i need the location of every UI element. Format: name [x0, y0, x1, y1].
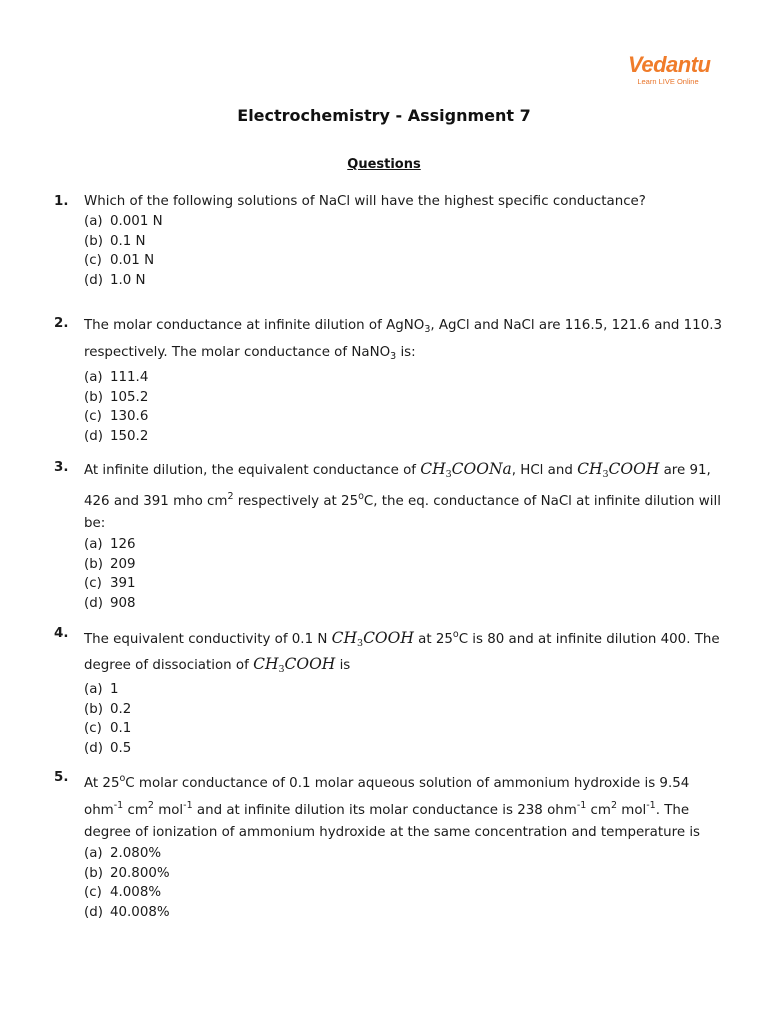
question-body [84, 768, 724, 918]
question-body [84, 192, 724, 290]
question-body [84, 624, 724, 758]
option-a: (a) 2.080% [84, 846, 162, 861]
formula-ch3cooh: $CH_3COOH$ [577, 460, 660, 480]
option-c: (c) 130.6 [84, 409, 149, 425]
option-c: (c) 0.1 [84, 721, 132, 737]
question-text: The equivalent conductivity of 0.1 N $CH_3COOH$ at 25$^o$C is 80 and at infinite dilution 400. The degree of dissociation of $CH_3COOH$ is [84, 629, 720, 675]
formula-ch3cooh: $CH_3COOH$ [331, 629, 414, 649]
option-b: (b) 105.2 [84, 389, 149, 405]
option-a: (a) 126 [84, 537, 136, 552]
formula-ch3cooh: $CH_3COOH$ [253, 655, 336, 675]
question-body [84, 314, 724, 446]
option-d: (d) 0.5 [84, 740, 132, 756]
question-number: 5. [54, 770, 69, 785]
question-text: The molar conductance at infinite dilution of AgNO$_3$, AgCl and NaCl are 116.5, 121.6 and 110.3 respectively. The molar conductance of NaNO$_3$ is: [84, 318, 722, 362]
option-c: (c) 391 [84, 576, 136, 592]
logo-tagline: Learn LIVE Online [637, 77, 699, 86]
question-text: At 25$^o$C molar conductance of 0.1 molar aqueous solution of ammonium hydroxide is 9.54 ohm$^{-1}$ $cm^2$ mol$^{-1}$ and at infinite dilution its molar conductance is 238 ohm$^{-1}$ $cm^2$ mol$^{-1}$. The degree of ionization of ammonium hydroxide at the same concentration and temperature is [84, 773, 701, 840]
question-text: At infinite dilution, the equivalent conductance of $CH_3COONa$, HCl and $CH_3COOH$ are 91, 426 and 391 mho $cm^2$ respectively at 25$^o$C, the eq. conductance of NaCl at infinite dilution will be: [84, 460, 721, 531]
option-b: (b) 20.800% [84, 865, 170, 881]
option-b: (b) 0.1 N [84, 233, 146, 249]
option-d: (d) 40.008% [84, 904, 170, 918]
option-a: (a) 1 [84, 682, 119, 697]
option-c: (c) 0.01 N [84, 253, 155, 269]
option-b: (b) 209 [84, 556, 136, 572]
logo-wordmark: Vedantu [628, 52, 711, 77]
question-number: 2. [54, 316, 69, 331]
question-body [84, 458, 724, 613]
section-heading: Questions [347, 157, 421, 172]
document-title: Electrochemistry - Assignment 7 [237, 106, 531, 125]
option-c: (c) 4.008% [84, 885, 162, 901]
option-d: (d) 150.2 [84, 428, 149, 444]
question-text: Which of the following solutions of NaCl will have the highest specific conductance? [84, 194, 646, 209]
option-a: (a) 111.4 [84, 370, 149, 385]
option-d: (d) 1.0 N [84, 272, 146, 288]
question-number: 4. [54, 626, 69, 641]
option-b: (b) 0.2 [84, 701, 132, 717]
formula-ch3coona: $CH_3COONa$ [420, 460, 512, 480]
question-number: 3. [54, 460, 69, 475]
option-a: (a) 0.001 N [84, 214, 163, 229]
question-number: 1. [54, 194, 69, 209]
option-d: (d) 908 [84, 595, 136, 611]
